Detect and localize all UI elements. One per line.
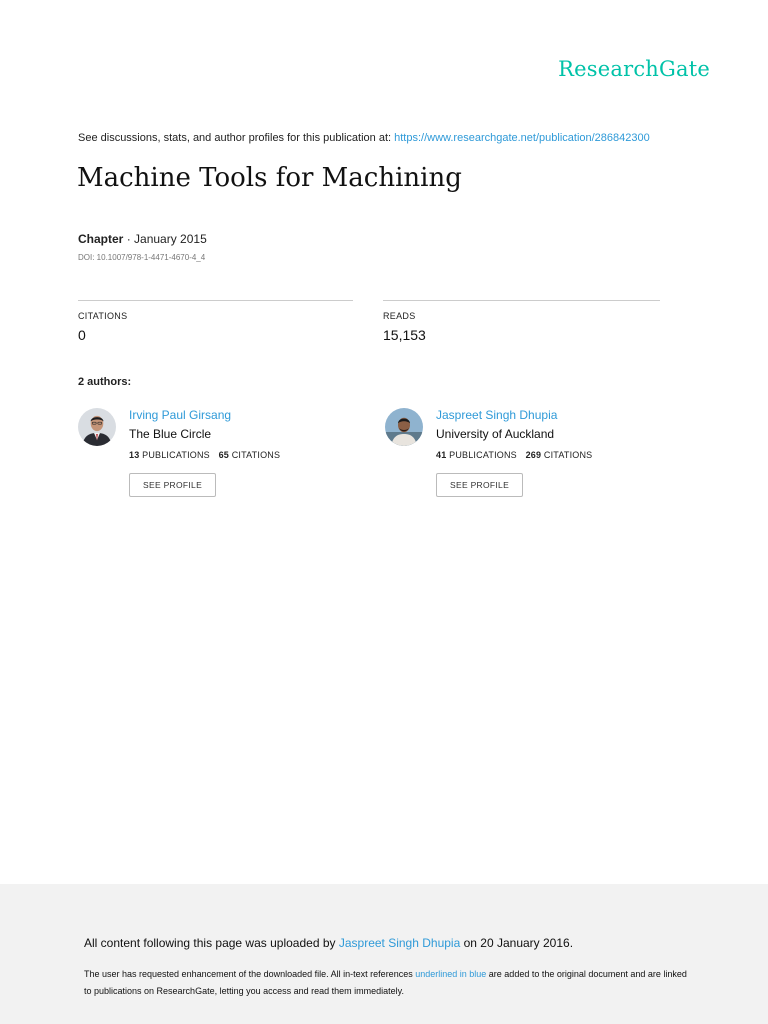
discussion-link-line: [78, 132, 650, 144]
enhancement-note: [84, 966, 694, 1000]
citations-label: CITATIONS: [78, 311, 128, 321]
author-avatar[interactable]: [78, 408, 116, 446]
citations-stat: [78, 300, 353, 343]
publication-doi: DOI: 10.1007/978-1-4471-4670-4_4: [78, 253, 206, 262]
author-citations-count: 65: [218, 450, 229, 460]
note-prefix: The user has requested enhancement of the downloaded file. All in-text references: [84, 969, 413, 979]
upload-prefix: All content following this page was uploaded by: [84, 936, 336, 950]
author-publications-label: PUBLICATIONS: [449, 450, 517, 460]
author-citations-count: 269: [525, 450, 542, 460]
author-name-link[interactable]: Irving Paul Girsang: [129, 408, 232, 422]
uploader-link[interactable]: Jaspreet Singh Dhupia: [338, 936, 461, 950]
upload-date: on 20 January 2016.: [463, 936, 574, 950]
author-institution: The Blue Circle: [129, 427, 212, 441]
author-name-link[interactable]: Jaspreet Singh Dhupia: [436, 408, 558, 422]
author-stats: [436, 450, 656, 460]
see-profile-button[interactable]: SEE PROFILE: [436, 473, 523, 497]
publication-date: · January 2015: [126, 232, 207, 246]
publication-type-date: [78, 232, 207, 246]
author-avatar[interactable]: [385, 408, 423, 446]
citations-value: 0: [78, 327, 86, 343]
reads-label: READS: [383, 311, 416, 321]
researchgate-logo[interactable]: ResearchGate: [558, 57, 710, 81]
author-publications-count: 13: [129, 450, 140, 460]
see-profile-button[interactable]: SEE PROFILE: [129, 473, 216, 497]
author-stats: [129, 450, 349, 460]
publication-type: Chapter: [78, 232, 124, 246]
author-publications-label: PUBLICATIONS: [142, 450, 210, 460]
author-publications-count: 41: [436, 450, 447, 460]
discussion-prefix: See discussions, stats, and author profiles for this publication at:: [78, 132, 392, 144]
upload-footer: [0, 884, 768, 1024]
author-institution: University of Auckland: [436, 427, 555, 441]
authors-heading: 2 authors:: [78, 376, 132, 388]
underlined-in-blue-link[interactable]: underlined in blue: [415, 969, 487, 979]
author-details: [436, 408, 656, 497]
reads-stat: [383, 300, 660, 343]
author-citations-label: CITATIONS: [231, 450, 281, 460]
reads-value: 15,153: [383, 327, 426, 343]
upload-info: [84, 936, 573, 950]
note-suffix: are added to the original document and are linked to publications on ResearchGate, letting you access and read them immediately.: [84, 969, 687, 996]
author-details: [129, 408, 349, 497]
publication-url-link[interactable]: https://www.researchgate.net/publication/286842300: [394, 132, 650, 144]
author-citations-label: CITATIONS: [543, 450, 593, 460]
publication-title: Machine Tools for Machining: [77, 163, 462, 193]
